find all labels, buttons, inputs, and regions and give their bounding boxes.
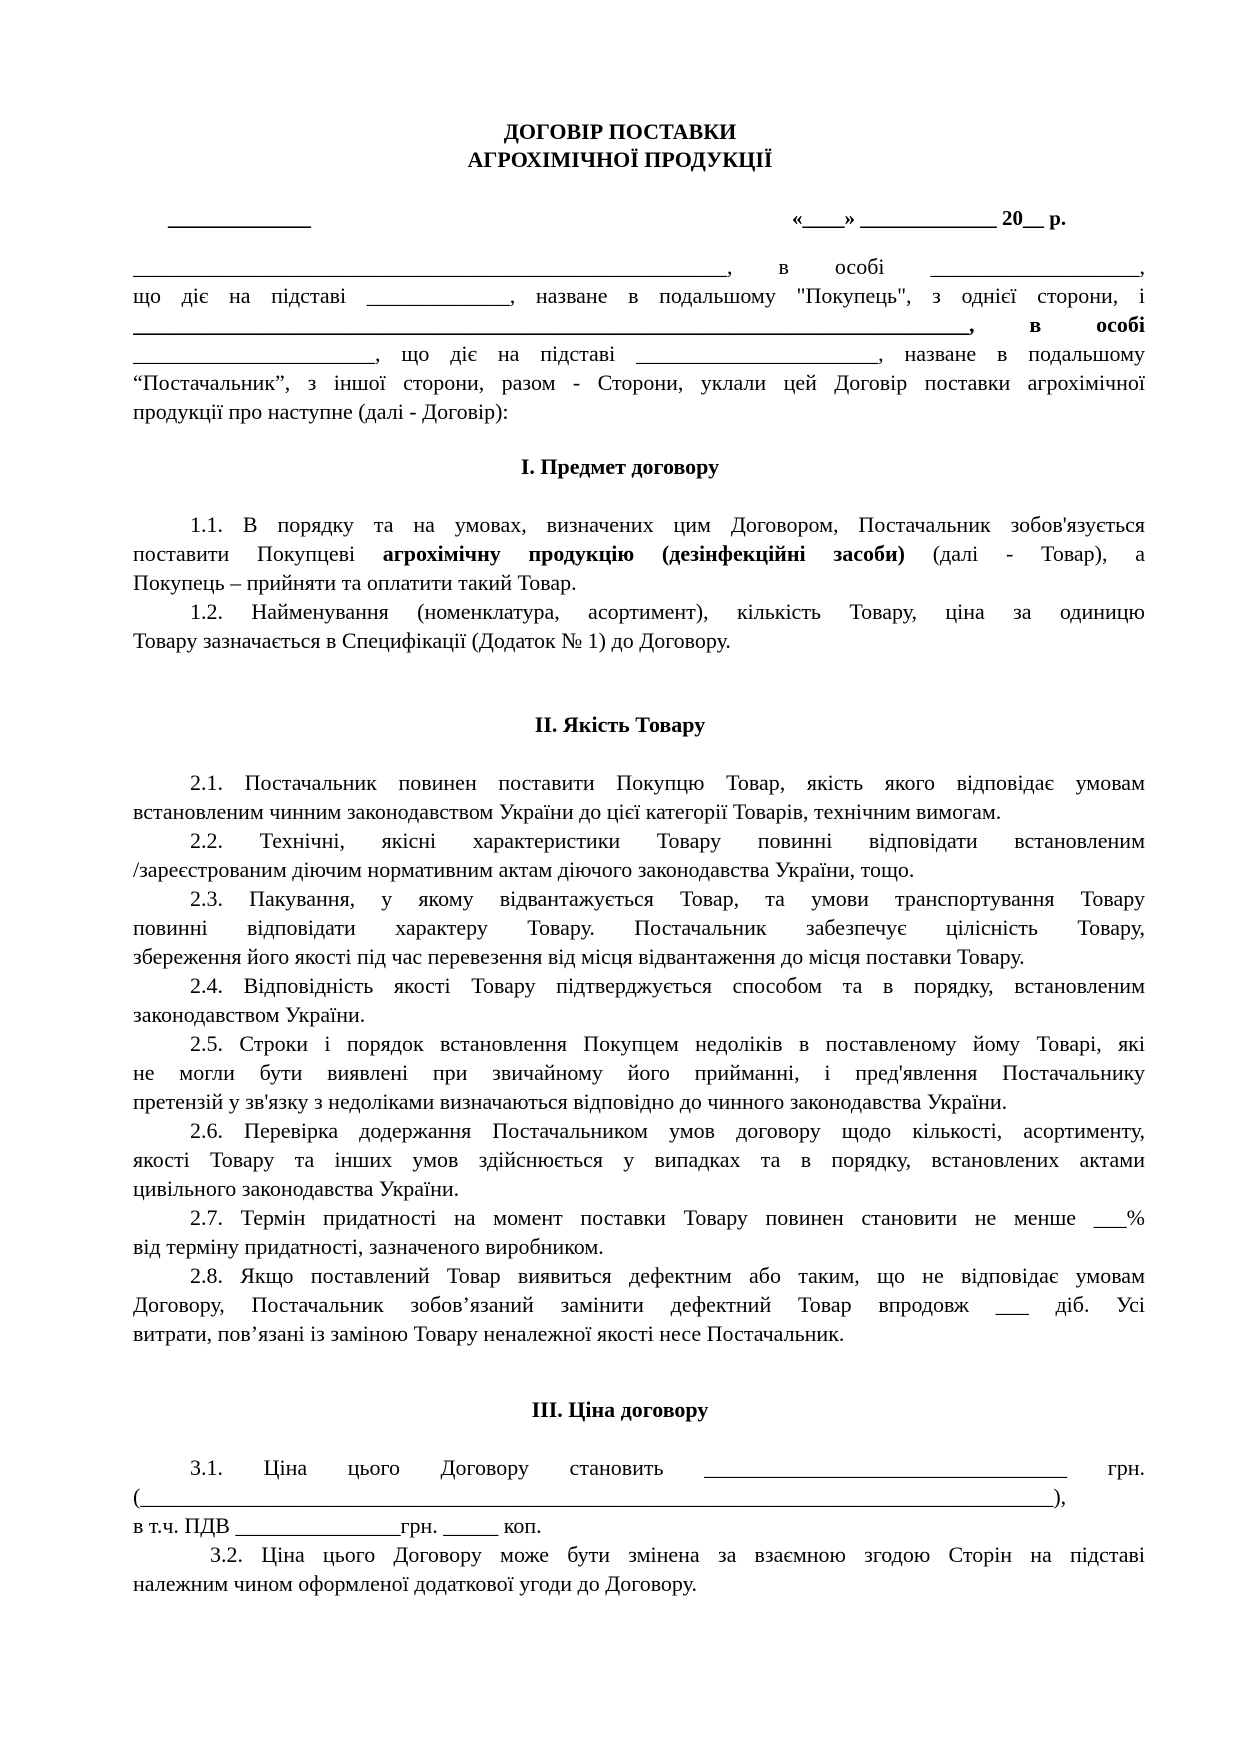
contract-place: _____________: [168, 205, 311, 230]
clause-1-2-line-2: Товару зазначається в Специфікації (Додаток № 1) до Договору.: [133, 628, 731, 653]
section-2-line: цивільного законодавства України.: [133, 1176, 460, 1201]
preamble-line-1: ______________________________________________________, в особі ___________________,: [133, 254, 1145, 279]
clause-1-1-text-b: (далі - Товар), а: [904, 541, 1145, 566]
document-title-line-1: ДОГОВІР ПОСТАВКИ: [503, 119, 737, 144]
section-2-line: законодавством України.: [133, 1002, 366, 1027]
section-2-line: 2.4. Відповідність якості Товару підтверджується способом та в порядку, встановленим: [190, 973, 1145, 998]
section-2-line: від терміну придатності, зазначеного виробником.: [133, 1234, 604, 1259]
section-2-heading: ІІ. Якість Товару: [534, 712, 706, 737]
clause-1-2-line-1: 1.2. Найменування (номенклатура, асортимент), кількість Товару, ціна за одиницю: [190, 599, 1145, 624]
section-2-line: повинні відповідати характеру Товару. Постачальник забезпечує цілісність Товару,: [133, 915, 1145, 940]
section-2-line: 2.6. Перевірка додержання Постачальником умов договору щодо кількості, асортименту,: [190, 1118, 1145, 1143]
section-2-line: збереження його якості під час перевезення від місця відвантаження до місця поставки Товару.: [133, 944, 1025, 969]
preamble-line-3: ____________________________________________________________________________, в особі: [133, 312, 1145, 337]
clause-1-1-line-2: [133, 540, 1145, 568]
section-2-line: 2.3. Пакування, у якому відвантажується Товар, та умови транспортування Товару: [190, 886, 1145, 911]
document-title-line-2: АГРОХІМІЧНОЇ ПРОДУКЦІЇ: [467, 147, 773, 172]
clause-3-2-line-1: 3.2. Ціна цього Договору може бути змінена за взаємною згодою Сторін на підставі: [210, 1542, 1145, 1567]
section-2-line: витрати, пов’язані із заміною Товару неналежної якості несе Постачальник.: [133, 1321, 845, 1346]
section-2-line: претензій у зв'язку з недоліками визначаються відповідно до чинного законодавства України.: [133, 1089, 1008, 1114]
clause-3-1-line-3: в т.ч. ПДВ _______________грн. _____ коп.: [133, 1513, 542, 1538]
section-2-line: не могли бути виявлені при звичайному його прийманні, і пред'явлення Постачальнику: [133, 1060, 1145, 1085]
section-2-line: встановленим чинним законодавством України до цієї категорії Товарів, технічним вимогам.: [133, 799, 1002, 824]
section-2-line: 2.7. Термін придатності на момент поставки Товару повинен становити не менше ___%: [190, 1205, 1145, 1230]
clause-1-1-line-1: 1.1. В порядку та на умовах, визначених цим Договором, Постачальник зобов'язується: [190, 512, 1145, 537]
section-2-line: /зареєстрованим діючим нормативним актам діючого законодавства України, тощо.: [133, 857, 915, 882]
clause-1-1-product: агрохімічну продукцію (дезінфекційні засоби): [382, 541, 905, 566]
section-2-line: 2.5. Строки і порядок встановлення Покупцем недоліків в поставленому йому Товарі, які: [190, 1031, 1145, 1056]
section-2-line: 2.2. Технічні, якісні характеристики Товару повинні відповідати встановленим: [190, 828, 1145, 853]
preamble-line-2: що діє на підставі _____________, назване в подальшому "Покупець", з однієї сторони, і: [133, 283, 1145, 308]
section-2-line: Договору, Постачальник зобов’язаний замінити дефектний Товар впродовж ___ діб. Усі: [133, 1292, 1145, 1317]
section-2-line: 2.8. Якщо поставлений Товар виявиться дефектним або таким, що не відповідає умовам: [190, 1263, 1145, 1288]
clause-3-1-line-1: 3.1. Ціна цього Договору становить _________________________________ грн.: [190, 1455, 1145, 1480]
section-2-line: якості Товару та інших умов здійснюється у випадках та в порядку, встановлених актами: [133, 1147, 1145, 1172]
section-1-heading: І. Предмет договору: [520, 454, 720, 479]
clause-3-2-line-2: належним чином оформленої додаткової угоди до Договору.: [133, 1571, 697, 1596]
clause-1-1-text-a: поставити Покупцеві: [133, 541, 383, 566]
contract-date: «____» _____________ 20__ р.: [792, 206, 1067, 230]
preamble-line-4: ______________________, що діє на підставі ______________________, назване в подальшому: [133, 341, 1145, 366]
preamble-line-5: “Постачальник”, з іншої сторони, разом - Сторони, уклали цей Договір поставки агрохімічної: [133, 370, 1145, 395]
clause-1-1-line-3: Покупець – прийняти та оплатити такий Товар.: [133, 570, 577, 595]
preamble-line-6: продукції про наступне (далі - Договір):: [133, 399, 509, 424]
section-3-heading: ІІІ. Ціна договору: [531, 1397, 709, 1422]
clause-3-1-line-2: (___________________________________________________________________________________),: [133, 1484, 1067, 1509]
section-2-line: 2.1. Постачальник повинен поставити Покупцю Товар, якість якого відповідає умовам: [190, 770, 1145, 795]
